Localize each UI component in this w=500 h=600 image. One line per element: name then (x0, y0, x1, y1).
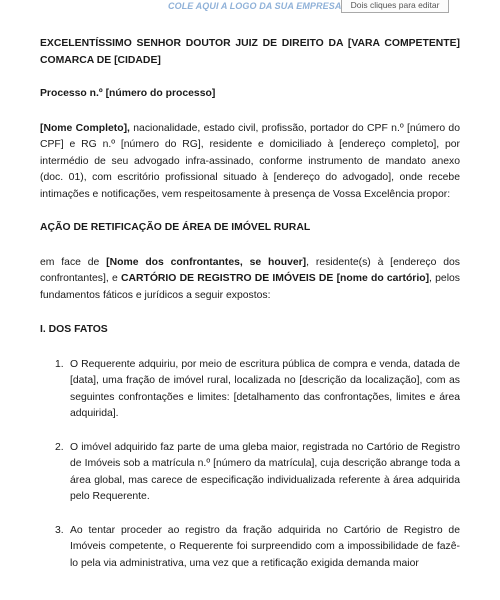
list-item-number: 2. (55, 441, 64, 453)
against-middle: , residente(s) à [endereço dos confrontantes], e (40, 256, 460, 284)
list-item-text: O Requerente adquiriu, por meio de escritura pública de compra e venda, datada de [data], uma fração de imóvel rural, localizada no [descrição da localização], com as seguintes confrontações e limites: [detalhamento das confrontações, limites e área adquirida]. (70, 358, 460, 419)
action-title: AÇÃO DE RETIFICAÇÃO DE ÁREA DE IMÓVEL RURAL (40, 222, 311, 233)
intro-paragraph (40, 121, 460, 204)
edit-button[interactable]: Dois cliques para editar (341, 0, 449, 13)
list-item-text: Ao tentar proceder ao registro da fração adquirida no Cartório de Registro de Imóveis competente, o Requerente foi surpreendido com a impossibilidade de fazê-lo pela via administrativa, uma vez que a retificação exigida demanda maior (70, 524, 460, 569)
client-name: [Nome Completo], (40, 122, 130, 134)
section-title: I. DOS FATOS (40, 324, 108, 335)
list-item (40, 440, 460, 506)
addressee: EXCELENTÍSSIMO SENHOR DOUTOR JUIZ DE DIREITO DA [VARA COMPETENTE] COMARCA DE [CIDADE] (40, 38, 460, 66)
process-line (40, 86, 460, 103)
against-prefix: em face de (40, 256, 107, 268)
list-item (40, 523, 460, 573)
list-item-number: 1. (55, 358, 64, 370)
logo-placeholder[interactable]: COLE AQUI A LOGO DA SUA EMPRESA (168, 1, 342, 11)
against-parties: [Nome dos confrontantes, se houver] (106, 256, 307, 268)
against-paragraph (40, 255, 460, 305)
process-label: Processo n.º (40, 88, 103, 99)
against-suffix: , pelos fundamentos fáticos e jurídicos a seguir expostos: (40, 273, 460, 301)
intro-text: nacionalidade, estado civil, profissão, portador do CPF n.º [número do CPF] e RG n.º [número do RG], residente e domiciliado à [endereço completo], por intermédio de seu advogado infra-assinado, conforme instrumento de mandato anexo (doc. 01), com escritório profissional situado à [endereço do advogado], onde recebe intimações e notificações, vem respeitosamente à presença de Vossa Excelência propor: (40, 122, 460, 200)
list-item (40, 357, 460, 423)
list-item-number: 3. (55, 524, 64, 536)
against-registry: CARTÓRIO DE REGISTRO DE IMÓVEIS DE [nome do cartório] (120, 273, 430, 284)
facts-list (40, 357, 460, 573)
process-number: [número do processo] (105, 88, 216, 99)
list-item-text: O imóvel adquirido faz parte de uma gleba maior, registrada no Cartório de Registro de Imóveis sob a matrícula n.º [número da matrícula], cuja descrição abrange toda a área global, mas carece de especificação individualizada referente à área adquirida pelo Requerente. (70, 441, 460, 502)
document-body (40, 36, 460, 572)
